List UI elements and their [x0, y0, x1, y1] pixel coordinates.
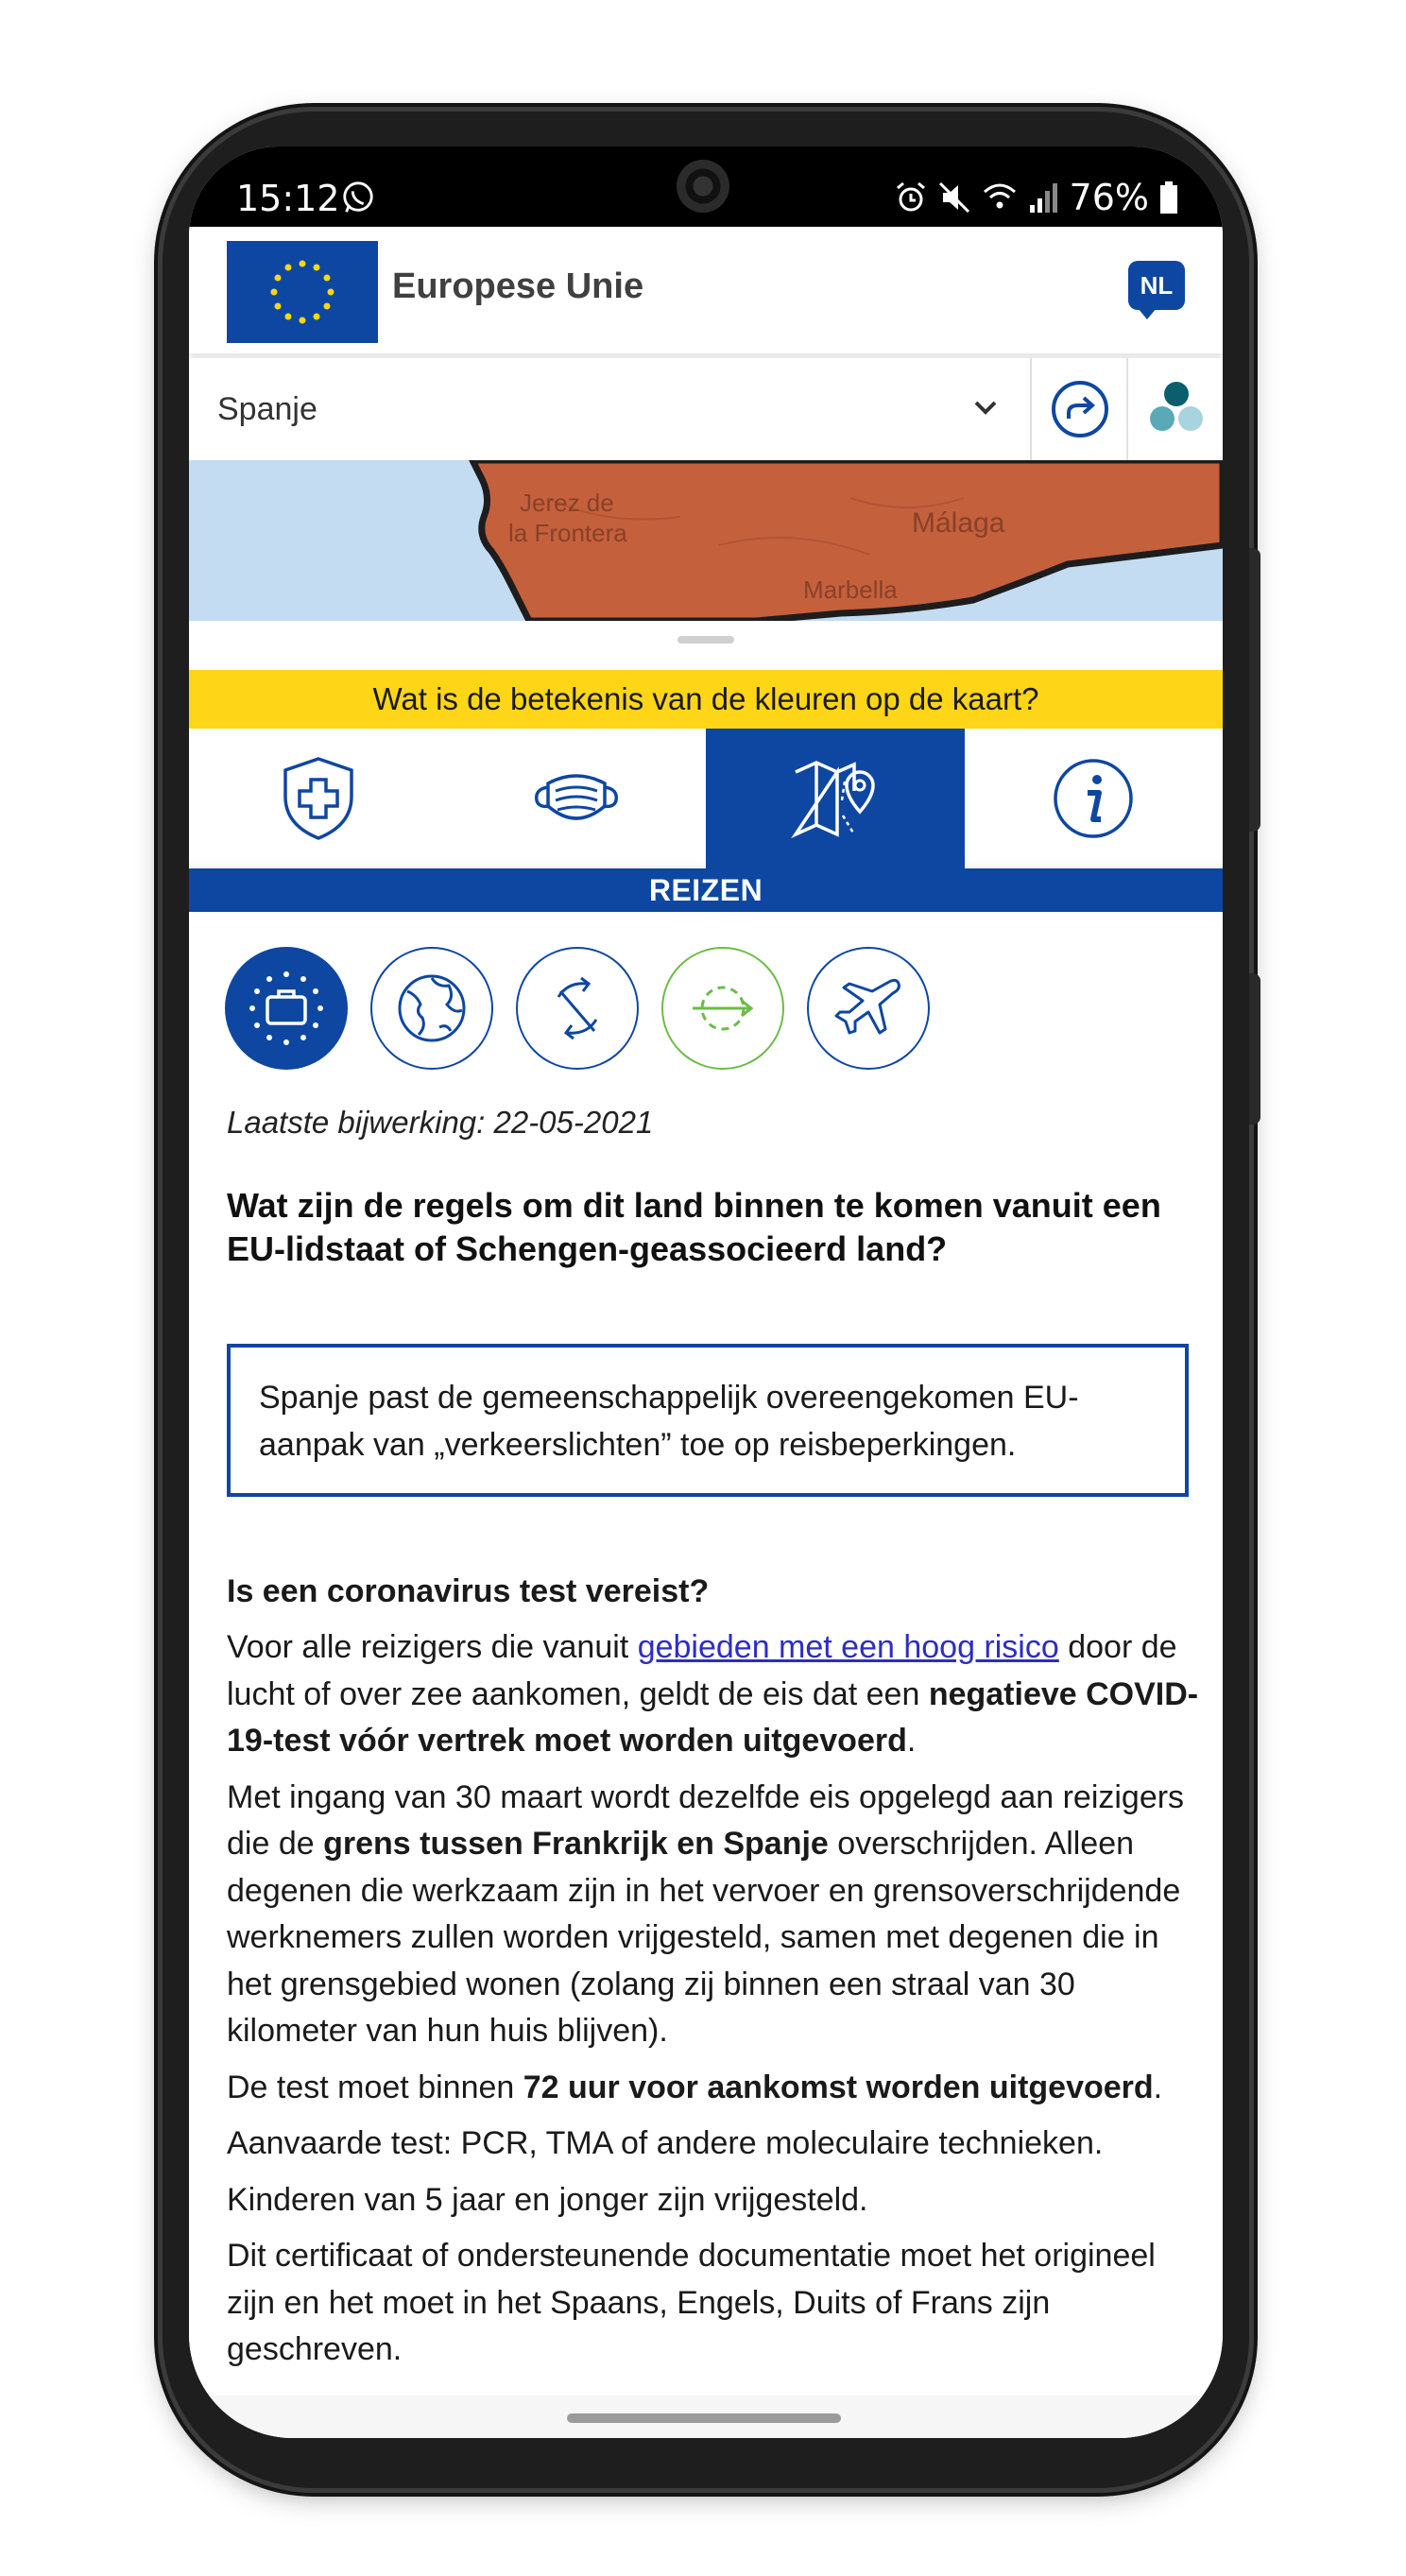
- travel-category-selector: [225, 947, 930, 1070]
- tab-measures[interactable]: [448, 729, 707, 868]
- eu-flag-logo[interactable]: [227, 241, 378, 343]
- wifi-icon: [981, 180, 1019, 215]
- volume-button: [1249, 548, 1260, 832]
- country-select[interactable]: [189, 358, 1028, 460]
- divider: [1126, 358, 1128, 460]
- airplane-icon: [823, 963, 914, 1054]
- language-button[interactable]: NL: [1128, 261, 1185, 310]
- traffic-light-notice: Spanje past de gemeenschappelijk overeengekomen EU-aanpak van „verkeerslichten” toe op reisbeperkingen.: [227, 1344, 1189, 1497]
- country-select-value: Spanje: [217, 390, 317, 427]
- app-title: Europese Unie: [392, 266, 644, 306]
- alarm-icon: [894, 180, 928, 215]
- map-legend-link[interactable]: Wat is de betekenis van de kleuren op de kaart?: [189, 670, 1223, 729]
- map-label-frontera: la Frontera: [508, 519, 627, 547]
- map-land: [189, 460, 1223, 621]
- tab-health[interactable]: [189, 729, 448, 868]
- high-risk-areas-link[interactable]: gebieden met een hoog risico: [637, 1629, 1059, 1665]
- globe-icon: [386, 963, 477, 1054]
- map-label-jerez: Jerez de: [520, 489, 614, 517]
- front-camera: [677, 160, 729, 213]
- page-question: Wat zijn de regels om dit land binnen te komen vanuit een EU-lidstaat of Schengen-geassocieerd land?: [227, 1186, 1161, 1268]
- layers-icon: [1143, 379, 1209, 439]
- paragraph: Met ingang van 30 maart wordt dezelfde eis opgelegd aan reizigers die de grens tussen Frankrijk en Spanje overschrijden. Alleen degenen die werkzaam zijn in het vervoer en grensoverschrijdende werknemers zullen worden vrijgesteld, samen met degenen die in het grensgebied wonen (zolang zij binnen een straal van 30 kilometer van hun huis blijven).: [227, 1778, 1185, 2049]
- share-button[interactable]: [1035, 358, 1124, 460]
- home-indicator[interactable]: [567, 2413, 841, 2423]
- battery-icon: [1158, 180, 1179, 215]
- face-mask-icon: [531, 761, 622, 836]
- paragraph: Aanvaarde test: PCR, TMA of andere moleculaire technieken.: [227, 2125, 1104, 2161]
- paragraph: Dit certificaat of ondersteunende documentatie moet het origineel zijn en het moet in het Spaans, Engels, Duits of Frans zijn geschreven.: [227, 2238, 1156, 2367]
- map-view[interactable]: [189, 460, 1223, 621]
- layers-button[interactable]: [1129, 358, 1223, 460]
- travel-map-icon: [788, 753, 883, 844]
- category-flights[interactable]: [807, 947, 930, 1070]
- category-world[interactable]: [370, 947, 493, 1070]
- category-tabs: [189, 729, 1223, 868]
- app-header: [189, 227, 1223, 353]
- chevron-down-icon: [971, 394, 1000, 422]
- status-time: 15:12: [236, 178, 340, 219]
- map-label-marbella: Marbella: [803, 575, 898, 604]
- share-icon: [1050, 379, 1110, 439]
- country-bar: [189, 358, 1223, 460]
- signal-icon: [1028, 180, 1060, 215]
- category-eu-travel[interactable]: [225, 947, 348, 1070]
- mute-icon: [937, 180, 971, 215]
- battery-percent: 76%: [1069, 177, 1149, 218]
- transit-icon: [532, 963, 623, 1054]
- transit-green-icon: [677, 963, 768, 1054]
- section-heading: Is een coronavirus test vereist?: [227, 1573, 710, 1609]
- power-button: [1249, 973, 1260, 1125]
- last-update: Laatste bijwerking: 22-05-2021: [227, 1105, 654, 1140]
- whatsapp-icon: [340, 180, 376, 215]
- section-title: REIZEN: [189, 868, 1223, 912]
- tab-travel[interactable]: [706, 729, 965, 868]
- health-shield-icon: [276, 753, 361, 844]
- category-transit[interactable]: [516, 947, 639, 1070]
- map-label-malaga: Málaga: [912, 507, 1005, 539]
- status-bar: [189, 146, 1223, 227]
- paragraph: Voor alle reizigers die vanuit gebieden met een hoog risico door de lucht of over zee aankomen, geldt de eis dat een negatieve COVID-19-test vóór vertrek moet worden uitgevoerd.: [227, 1629, 1199, 1759]
- paragraph: De test moet binnen 72 uur voor aankomst worden uitgevoerd.: [227, 2069, 1163, 2105]
- divider: [1030, 358, 1032, 460]
- screen: [189, 146, 1223, 2438]
- content-sheet: [189, 621, 1223, 2438]
- info-icon: [1050, 755, 1137, 842]
- tab-info[interactable]: [965, 729, 1224, 868]
- paragraph: Kinderen van 5 jaar en jonger zijn vrijgesteld.: [227, 2181, 868, 2218]
- category-transit-green[interactable]: [661, 947, 784, 1070]
- sheet-handle[interactable]: [677, 636, 734, 644]
- eu-luggage-icon: [239, 961, 334, 1056]
- rules-content: [227, 1570, 1200, 2383]
